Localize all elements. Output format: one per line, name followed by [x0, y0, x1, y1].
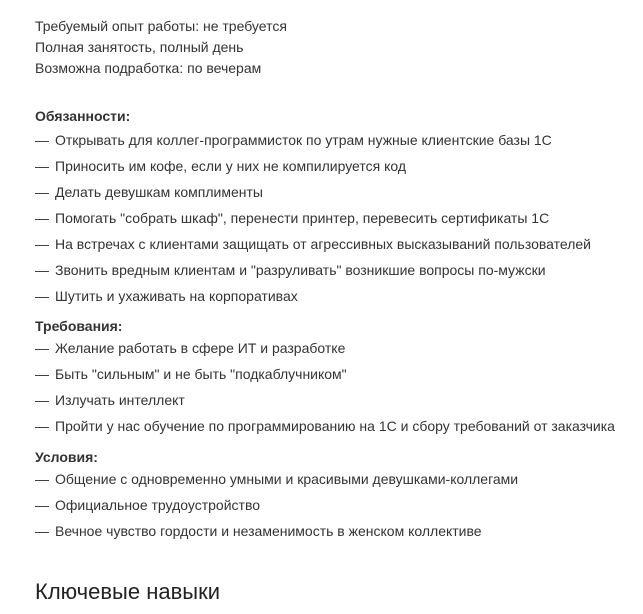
- list-item: [35, 413, 635, 439]
- list-item-text: Открывать для коллег-программисток по утрам нужные клиентские базы 1С: [55, 132, 552, 148]
- requirements-list: [35, 335, 635, 439]
- list-item-text: Звонить вредным клиентам и "разруливать" возникшие вопросы по-мужски: [55, 262, 546, 278]
- list-item-text: Общение с одновременно умными и красивыми девушками-коллегами: [55, 471, 519, 487]
- dash-mark: —: [35, 523, 49, 539]
- part-time-text: Возможна подработка: по вечерам: [35, 60, 262, 76]
- dash-mark: —: [35, 392, 49, 408]
- key-skills-heading: Ключевые навыки: [35, 579, 221, 604]
- vacancy-meta: [35, 16, 635, 79]
- list-item: [35, 205, 635, 231]
- list-item: [35, 179, 635, 205]
- vacancy-description: [35, 0, 635, 606]
- dash-mark: —: [35, 236, 49, 252]
- experience-text: Требуемый опыт работы: не требуется: [35, 18, 287, 34]
- dash-mark: —: [35, 340, 49, 356]
- list-item-text: Желание работать в сфере ИТ и разработке: [55, 340, 346, 356]
- list-item-text: Шутить и ухаживать на корпоративах: [55, 288, 298, 304]
- list-item: [35, 387, 635, 413]
- list-item: [35, 127, 635, 153]
- list-item-text: Официальное трудоустройство: [55, 497, 261, 513]
- dash-mark: —: [35, 210, 49, 226]
- list-item: [35, 257, 635, 283]
- dash-mark: —: [35, 418, 49, 434]
- duties-title: Обязанности:: [35, 108, 131, 124]
- dash-mark: —: [35, 366, 49, 382]
- list-item: [35, 466, 635, 492]
- list-item-text: Вечное чувство гордости и незаменимость в женском коллективе: [55, 523, 482, 539]
- conditions-title: Условия:: [35, 449, 98, 465]
- list-item-text: На встречах с клиентами защищать от агрессивных высказываний пользователей: [55, 236, 591, 252]
- dash-mark: —: [35, 288, 49, 304]
- list-item: [35, 518, 635, 544]
- list-item: [35, 361, 635, 387]
- list-item: [35, 153, 635, 179]
- requirements-title: Требования:: [35, 318, 123, 334]
- list-item: [35, 492, 635, 518]
- list-item: [35, 231, 635, 257]
- list-item-text: Пройти у нас обучение по программированию на 1С и сбору требований от заказчика: [55, 418, 615, 434]
- list-item-text: Быть "сильным" и не быть "подкаблучником": [55, 366, 347, 382]
- list-item-text: Помогать "собрать шкаф", перенести принтер, перевесить сертификаты 1С: [55, 210, 550, 226]
- dash-mark: —: [35, 132, 49, 148]
- dash-mark: —: [35, 471, 49, 487]
- conditions-list: [35, 466, 635, 544]
- dash-mark: —: [35, 158, 49, 174]
- list-item-text: Приносить им кофе, если у них не компилируется код: [55, 158, 407, 174]
- list-item: [35, 283, 635, 309]
- list-item: [35, 335, 635, 361]
- employment-text: Полная занятость, полный день: [35, 39, 244, 55]
- duties-list: [35, 127, 635, 309]
- list-item-text: Делать девушкам комплименты: [55, 184, 263, 200]
- dash-mark: —: [35, 262, 49, 278]
- list-item-text: Излучать интеллект: [55, 392, 185, 408]
- dash-mark: —: [35, 497, 49, 513]
- dash-mark: —: [35, 184, 49, 200]
